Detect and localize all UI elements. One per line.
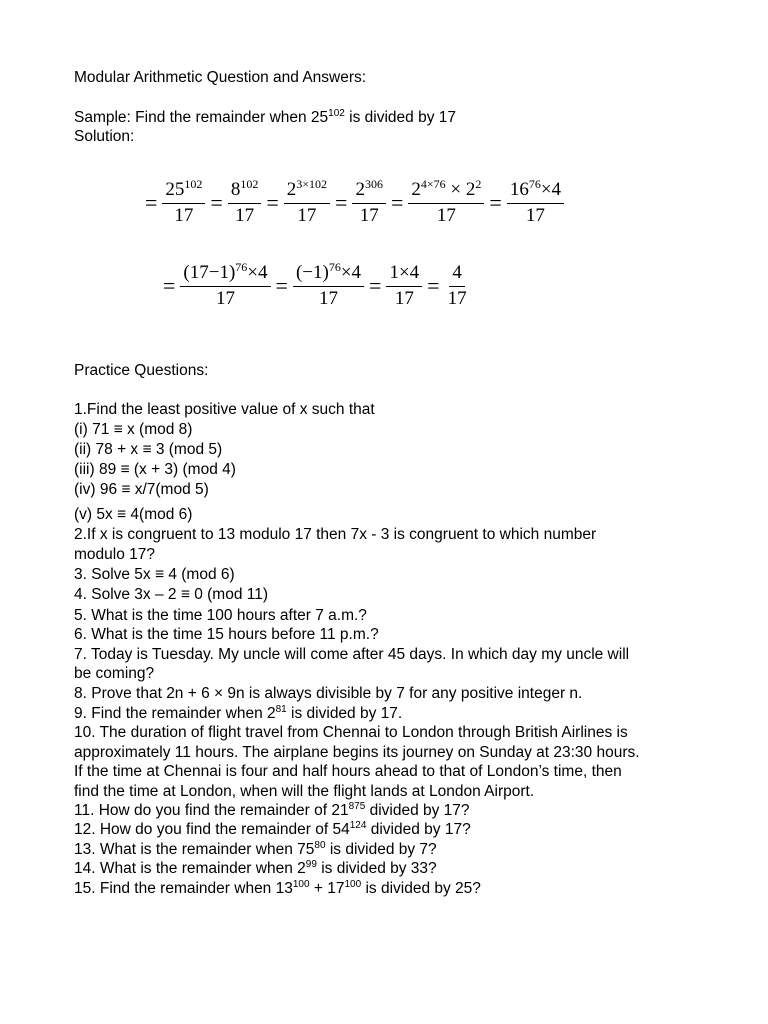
fraction-denominator: 17 <box>297 205 317 226</box>
fraction <box>293 260 364 311</box>
question-11 <box>74 801 470 821</box>
fraction <box>507 177 564 228</box>
question-13 <box>74 840 437 860</box>
question-12 <box>74 820 471 840</box>
question-text: 9. Find the remainder when 2 <box>74 705 276 722</box>
equals-sign: = <box>427 272 440 298</box>
sample-exponent: 102 <box>328 108 345 119</box>
question-text: divided by 17? <box>366 821 471 838</box>
question-2-line: 2.If x is congruent to 13 modulo 17 then 7x - 3 is congruent to which number <box>74 526 597 543</box>
fraction-numerator <box>293 260 364 287</box>
equals-sign: = <box>489 189 502 215</box>
base: 2 <box>355 179 365 200</box>
question-10-line: 10. The duration of flight travel from Chennai to London through British Airlines is <box>74 724 628 741</box>
fraction-numerator: 4 <box>449 260 465 287</box>
base: (17−1) <box>183 262 236 283</box>
exponent: 4×76 <box>420 177 446 191</box>
sample-question <box>74 108 456 128</box>
fraction-denominator: 17 <box>318 288 338 309</box>
question-10-line: approximately 11 hours. The airplane begins its journey on Sunday at 23:30 hours. <box>74 744 640 761</box>
question-6: 6. What is the time 15 hours before 11 p.m.? <box>74 626 379 643</box>
exponent: 102 <box>240 177 259 191</box>
base: (−1) <box>295 262 329 283</box>
fraction-denominator: 17 <box>394 288 414 309</box>
solution-label: Solution: <box>74 128 135 145</box>
solution-equation-row-1 <box>142 177 566 228</box>
exponent: 99 <box>305 859 317 870</box>
fraction-denominator: 17 <box>235 205 255 226</box>
fraction <box>386 260 422 311</box>
fraction-denominator: 17 <box>525 205 545 226</box>
fraction <box>284 177 330 228</box>
question-3: 3. Solve 5x ≡ 4 (mod 6) <box>74 566 235 583</box>
question-7-line: 7. Today is Tuesday. My uncle will come after 45 days. In which day my uncle will <box>74 646 630 663</box>
base: 25 <box>165 179 185 200</box>
base: 2 <box>411 179 421 200</box>
question-5: 5. What is the time 100 hours after 7 a.m.? <box>74 607 367 624</box>
fraction-numerator <box>162 177 205 204</box>
question-text: is divided by 33? <box>316 860 437 877</box>
fraction-numerator <box>408 177 484 204</box>
equals-sign: = <box>266 189 279 215</box>
question-1-part: (iii) 89 ≡ (x + 3) (mod 4) <box>74 461 236 478</box>
question-10-line: find the time at London, when will the flight lands at London Airport. <box>74 783 535 800</box>
equals-sign: = <box>210 189 223 215</box>
question-1-part: (iv) 96 ≡ x/7(mod 5) <box>74 481 209 498</box>
fraction-denominator: 17 <box>359 205 379 226</box>
question-text: is divided by 17. <box>286 705 403 722</box>
sample-text-suffix: is divided by 17 <box>344 109 457 126</box>
exponent: 76 <box>328 260 341 274</box>
equals-sign: = <box>145 189 158 215</box>
fraction-numerator: 1×4 <box>386 260 422 287</box>
fraction <box>228 177 262 228</box>
question-1-part: (i) 71 ≡ x (mod 8) <box>74 421 193 438</box>
sample-text-prefix: Sample: Find the remainder when 25 <box>74 109 329 126</box>
exponent: 124 <box>349 820 367 831</box>
fraction <box>180 260 270 311</box>
question-text: is divided by 25? <box>361 880 481 897</box>
multiplier: ×4 <box>340 262 362 283</box>
fraction <box>408 177 484 228</box>
question-14 <box>74 859 437 879</box>
exponent: 100 <box>344 879 362 890</box>
exponent: 81 <box>275 704 287 715</box>
multiplier: ×4 <box>540 179 562 200</box>
multiplier: ×4 <box>247 262 268 283</box>
equals-sign: = <box>390 189 404 215</box>
fraction-numerator <box>284 177 330 204</box>
exponent: 76 <box>528 177 541 191</box>
question-8: 8. Prove that 2n + 6 × 9n is always divisible by 7 for any positive integer n. <box>74 685 583 702</box>
fraction-denominator: 17 <box>215 288 235 309</box>
exponent: 875 <box>348 801 366 812</box>
fraction <box>162 177 205 228</box>
fraction <box>352 177 386 228</box>
question-7-line: be coming? <box>74 665 155 682</box>
question-text: 11. How do you find the remainder of 21 <box>74 802 349 819</box>
fraction-denominator: 17 <box>174 205 194 226</box>
exponent: 2 <box>475 177 482 191</box>
equals-sign: = <box>335 189 348 215</box>
exponent: 76 <box>235 260 248 274</box>
question-1: 1.Find the least positive value of x such that <box>74 401 375 418</box>
question-text: 13. What is the remainder when 75 <box>74 841 315 858</box>
question-9 <box>74 704 402 724</box>
base: 8 <box>230 179 241 200</box>
fraction-numerator <box>180 260 270 287</box>
question-2-line: modulo 17? <box>74 546 156 563</box>
question-text: 15. Find the remainder when 13 <box>74 880 293 897</box>
question-text: 14. What is the remainder when 2 <box>74 860 306 877</box>
fraction-numerator <box>352 177 386 204</box>
question-1-part: (v) 5x ≡ 4(mod 6) <box>74 506 193 523</box>
multiplier: × 2 <box>445 179 476 200</box>
equals-sign: = <box>275 272 288 298</box>
fraction-denominator: 17 <box>436 205 456 226</box>
base: 16 <box>509 179 529 200</box>
fraction-numerator <box>507 177 564 204</box>
practice-heading: Practice Questions: <box>74 362 209 379</box>
exponent: 3×102 <box>296 177 328 191</box>
exponent: 80 <box>314 840 326 851</box>
question-15 <box>74 879 481 899</box>
question-text: is divided by 7? <box>325 841 437 858</box>
equals-sign: = <box>163 272 176 298</box>
fraction <box>445 260 470 311</box>
fraction-numerator <box>228 177 262 204</box>
question-text: + 17 <box>309 880 345 897</box>
base: 2 <box>286 179 297 200</box>
question-1-part: (ii) 78 + x ≡ 3 (mod 5) <box>74 441 223 458</box>
equals-sign: = <box>369 272 382 298</box>
question-10-line: If the time at Chennai is four and half hours ahead to that of London’s time, then <box>74 763 622 780</box>
exponent: 306 <box>364 177 383 191</box>
question-4: 4. Solve 3x – 2 ≡ 0 (mod 11) <box>74 586 268 603</box>
document-title: Modular Arithmetic Question and Answers: <box>74 69 367 86</box>
question-text: divided by 17? <box>365 802 470 819</box>
question-text: 12. How do you find the remainder of 54 <box>74 821 350 838</box>
exponent: 100 <box>292 879 310 890</box>
solution-equation-row-2 <box>160 260 472 311</box>
fraction-denominator: 17 <box>447 288 467 309</box>
exponent: 102 <box>184 177 203 191</box>
